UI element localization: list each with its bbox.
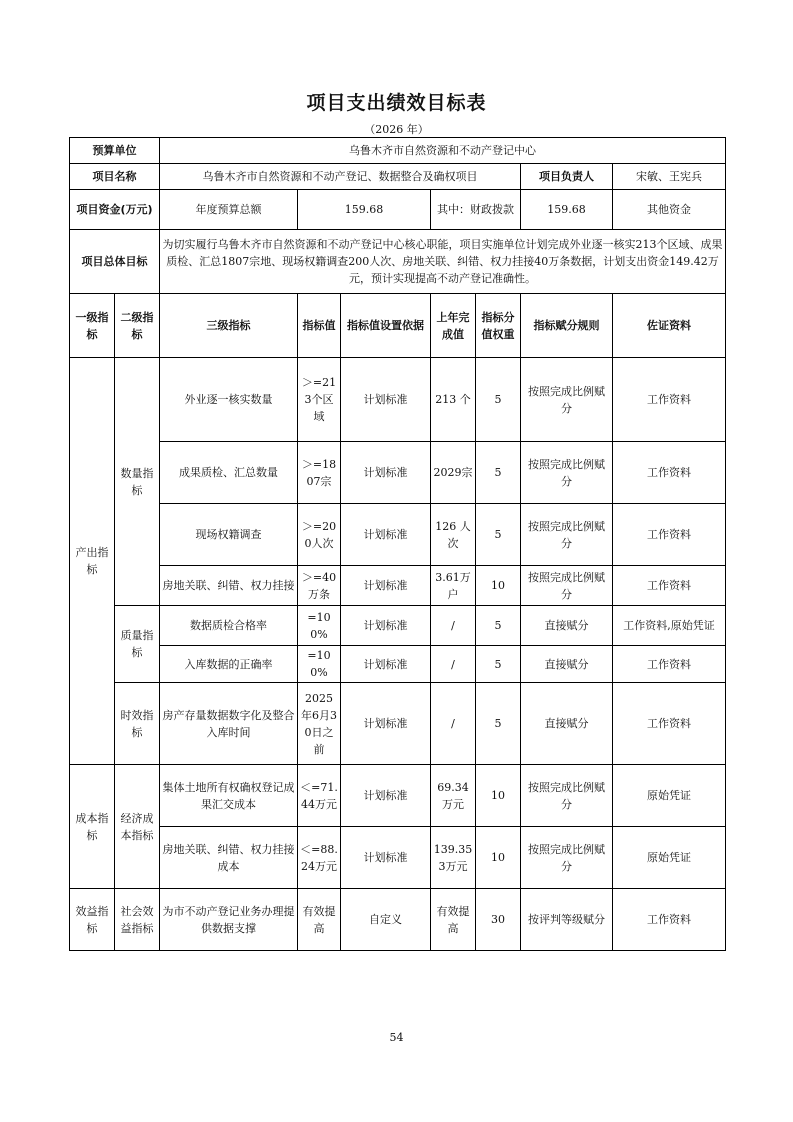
header-row: [70, 294, 726, 358]
table-row: [70, 566, 726, 606]
indicator-basis: 计划标准: [341, 683, 431, 765]
indicator-name: 入库数据的正确率: [160, 646, 298, 683]
indicator-last-year: 69.34万元: [431, 765, 476, 827]
indicator-rule: 按照完成比例赋分: [521, 442, 613, 504]
indicator-basis: 计划标准: [341, 566, 431, 606]
indicator-value: 有效提高: [298, 889, 341, 951]
indicator-value: ＜=71.44万元: [298, 765, 341, 827]
budget-unit-label: 预算单位: [70, 138, 160, 164]
fiscal-label: 其中：财政拨款: [431, 190, 521, 230]
indicator-value: ＞=40万条: [298, 566, 341, 606]
indicator-evidence: 工作资料: [613, 683, 726, 765]
indicator-last-year: /: [431, 683, 476, 765]
project-name-row: [70, 164, 726, 190]
group-quality: 质量指标: [115, 606, 160, 683]
indicator-evidence: 工作资料: [613, 442, 726, 504]
table-row: [70, 683, 726, 765]
table-row: [70, 646, 726, 683]
indicator-evidence: 工作资料: [613, 646, 726, 683]
group-output: 产出指标: [70, 358, 115, 765]
indicator-rule: 直接赋分: [521, 646, 613, 683]
group-economic-cost: 经济成本指标: [115, 765, 160, 889]
header-rule: 指标赋分规则: [521, 294, 613, 358]
table-row: [70, 504, 726, 566]
indicator-basis: 自定义: [341, 889, 431, 951]
indicator-weight: 5: [476, 358, 521, 442]
indicator-name: 现场权籍调查: [160, 504, 298, 566]
funds-label: 项目资金(万元): [70, 190, 160, 230]
indicator-rule: 按照完成比例赋分: [521, 827, 613, 889]
indicator-basis: 计划标准: [341, 827, 431, 889]
indicator-weight: 10: [476, 827, 521, 889]
indicator-evidence: 工作资料: [613, 889, 726, 951]
indicator-basis: 计划标准: [341, 358, 431, 442]
indicator-weight: 30: [476, 889, 521, 951]
indicator-weight: 5: [476, 683, 521, 765]
table-row: [70, 442, 726, 504]
indicator-value: ＞=213个区域: [298, 358, 341, 442]
indicator-value: 2025年6月30日之前: [298, 683, 341, 765]
indicator-last-year: 2029宗: [431, 442, 476, 504]
indicator-last-year: /: [431, 646, 476, 683]
indicator-weight: 5: [476, 504, 521, 566]
indicator-weight: 10: [476, 765, 521, 827]
indicator-name: 房地关联、纠错、权力挂接: [160, 566, 298, 606]
indicator-weight: 5: [476, 442, 521, 504]
funds-row: [70, 190, 726, 230]
project-leader-value: 宋敏、王宪兵: [613, 164, 726, 190]
indicator-evidence: 工作资料: [613, 358, 726, 442]
indicator-basis: 计划标准: [341, 606, 431, 646]
table-row: [70, 827, 726, 889]
goal-value: 为切实履行乌鲁木齐市自然资源和不动产登记中心核心职能，项目实施单位计划完成外业逐一核实213个区域、成果质检、汇总1807宗地、现场权籍调查200人次、房地关联、纠错、权力挂接40万条数据，计划支出资金149.42万元，预计实现提高不动产登记准确性。: [160, 230, 726, 294]
indicator-last-year: 126 人次: [431, 504, 476, 566]
group-social-benefit: 社会效益指标: [115, 889, 160, 951]
indicator-last-year: 213 个: [431, 358, 476, 442]
indicator-last-year: 139.353万元: [431, 827, 476, 889]
performance-table: [69, 137, 726, 951]
year-label: （2026 年）: [364, 123, 429, 136]
budget-unit-row: [70, 138, 726, 164]
indicator-last-year: /: [431, 606, 476, 646]
indicator-basis: 计划标准: [341, 646, 431, 683]
indicator-rule: 按评判等级赋分: [521, 889, 613, 951]
other-funds-cell: [613, 190, 726, 230]
indicator-value: =100%: [298, 646, 341, 683]
indicator-rule: 按照完成比例赋分: [521, 504, 613, 566]
indicator-basis: 计划标准: [341, 442, 431, 504]
table-row: [70, 765, 726, 827]
indicator-evidence: 工作资料: [613, 566, 726, 606]
indicator-value: ＜=88.24万元: [298, 827, 341, 889]
indicator-name: 外业逐一核实数量: [160, 358, 298, 442]
table-row: [70, 358, 726, 442]
other-funds-label: 其他资金: [647, 203, 692, 216]
indicator-evidence: 原始凭证: [613, 765, 726, 827]
indicator-rule: 按照完成比例赋分: [521, 765, 613, 827]
header-value: 指标值: [298, 294, 341, 358]
header-last-year: 上年完成值: [431, 294, 476, 358]
indicator-evidence: 工作资料,原始凭证: [613, 606, 726, 646]
group-timeliness: 时效指标: [115, 683, 160, 765]
indicator-name: 成果质检、汇总数量: [160, 442, 298, 504]
project-name-label: 项目名称: [70, 164, 160, 190]
indicator-value: ＞=200人次: [298, 504, 341, 566]
indicator-name: 集体土地所有权确权登记成果汇交成本: [160, 765, 298, 827]
header-level3: 三级指标: [160, 294, 298, 358]
indicator-rule: 按照完成比例赋分: [521, 566, 613, 606]
indicator-last-year: 3.61万户: [431, 566, 476, 606]
indicator-evidence: 原始凭证: [613, 827, 726, 889]
annual-total-value: 159.68: [298, 190, 431, 230]
group-benefit: 效益指标: [70, 889, 115, 951]
group-cost: 成本指标: [70, 765, 115, 889]
project-leader-label: 项目负责人: [521, 164, 613, 190]
budget-unit-value: 乌鲁木齐市自然资源和不动产登记中心: [160, 138, 726, 164]
goal-label: 项目总体目标: [70, 230, 160, 294]
indicator-value: =100%: [298, 606, 341, 646]
page-number: 54: [389, 1031, 404, 1044]
fiscal-value: 159.68: [521, 190, 613, 230]
header-evidence: 佐证资料: [613, 294, 726, 358]
header-level1: 一级指标: [70, 294, 115, 358]
indicator-basis: 计划标准: [341, 765, 431, 827]
header-weight: 指标分值权重: [476, 294, 521, 358]
indicator-rule: 直接赋分: [521, 606, 613, 646]
page-title: 项目支出绩效目标表: [306, 92, 487, 114]
header-level2: 二级指标: [115, 294, 160, 358]
goal-row: [70, 230, 726, 294]
indicator-rule: 按照完成比例赋分: [521, 358, 613, 442]
project-name-value: 乌鲁木齐市自然资源和不动产登记、数据整合及确权项目: [160, 164, 521, 190]
header-basis: 指标值设置依据: [341, 294, 431, 358]
indicator-value: ＞=1807宗: [298, 442, 341, 504]
indicator-name: 数据质检合格率: [160, 606, 298, 646]
indicator-weight: 10: [476, 566, 521, 606]
indicator-weight: 5: [476, 606, 521, 646]
annual-total-label: 年度预算总额: [160, 190, 298, 230]
indicator-name: 为市不动产登记业务办理提供数据支撑: [160, 889, 298, 951]
table-row: [70, 606, 726, 646]
indicator-basis: 计划标准: [341, 504, 431, 566]
indicator-rule: 直接赋分: [521, 683, 613, 765]
indicator-name: 房地关联、纠错、权力挂接成本: [160, 827, 298, 889]
indicator-weight: 5: [476, 646, 521, 683]
table-row: [70, 889, 726, 951]
group-quantity: 数量指标: [115, 358, 160, 606]
indicator-last-year: 有效提高: [431, 889, 476, 951]
indicator-name: 房产存量数据数字化及整合入库时间: [160, 683, 298, 765]
indicator-evidence: 工作资料: [613, 504, 726, 566]
